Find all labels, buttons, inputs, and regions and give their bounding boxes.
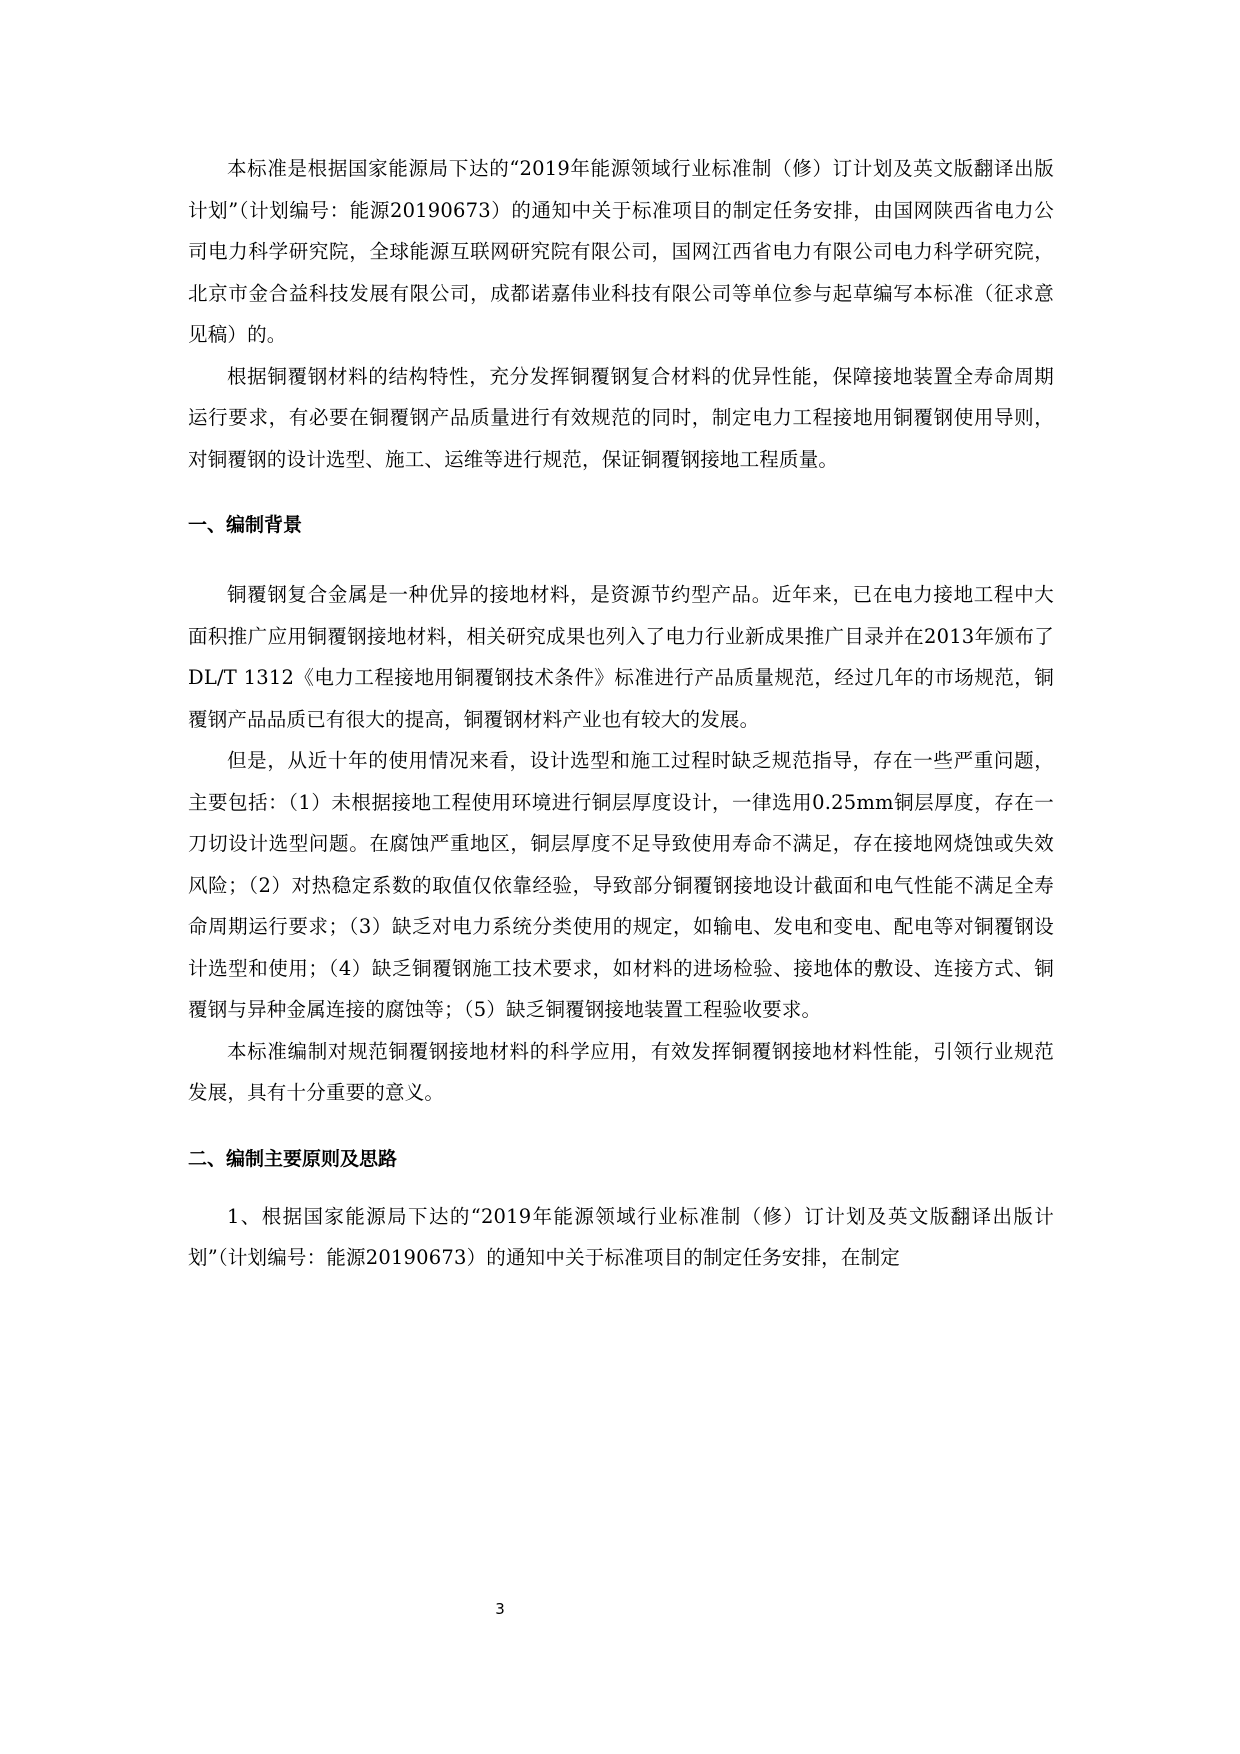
principles-paragraph-1: 1、根据国家能源局下达的“2019年能源领域行业标准制（修）订计划及英文版翻译出版计划”（计划编号：能源20190673）的通知中关于标准项目的制定任务安排，在制定 bbox=[188, 1204, 1054, 1269]
page-number: 3 bbox=[495, 1600, 505, 1618]
section-heading-background: 一、编制背景 bbox=[188, 514, 303, 536]
section-heading-principles: 二、编制主要原则及思路 bbox=[188, 1147, 398, 1170]
background-paragraph-2: 但是，从近十年的使用情况来看，设计选型和施工过程时缺乏规范指导，存在一些严重问题，主要包括：（1）未根据接地工程使用环境进行铜层厚度设计，一律选用0.25mm铜层厚度，存在一刀切设计选型问题。在腐蚀严重地区，铜层厚度不足导致使用寿命不满足，存在接地网烧蚀或失效风险；（2）对热稳定系数的取值仅依靠经验，导致部分铜覆钢接地设计截面和电气性能不满足全寿命周期运行要求；（3）缺乏对电力系统分类使用的规定，如输电、发电和变电、配电等对铜覆钢设计选型和使用；（4）缺乏铜覆钢施工技术要求，如材料的进场检验、接地体的敷设、连接方式、铜覆钢与异种金属连接的腐蚀等；（5）缺乏铜覆钢接地装置工程验收要求。 bbox=[188, 749, 1054, 1021]
document-body bbox=[188, 148, 1054, 1279]
background-paragraph-1: 铜覆钢复合金属是一种优异的接地材料，是资源节约型产品。近年来，已在电力接地工程中大面积推广应用铜覆钢接地材料，相关研究成果也列入了电力行业新成果推广目录并在2013年颁布了DL/T 1312《电力工程接地用铜覆钢技术条件》标准进行产品质量规范，经过几年的市场规范，铜覆钢产品品质已有很大的提高，铜覆钢材料产业也有较大的发展。 bbox=[188, 583, 1054, 731]
intro-paragraph-1: 本标准是根据国家能源局下达的“2019年能源领域行业标准制（修）订计划及英文版翻译出版计划”（计划编号：能源20190673）的通知中关于标准项目的制定任务安排，由国网陕西省电力公司电力科学研究院，全球能源互联网研究院有限公司，国网江西省电力有限公司电力科学研究院，北京市金合益科技发展有限公司，成都诺嘉伟业科技有限公司等单位参与起草编写本标准（征求意见稿）的。 bbox=[188, 157, 1054, 346]
intro-paragraph-2: 根据铜覆钢材料的结构特性，充分发挥铜覆钢复合材料的优异性能，保障接地装置全寿命周期运行要求，有必要在铜覆钢产品质量进行有效规范的同时，制定电力工程接地用铜覆钢使用导则，对铜覆钢的设计选型、施工、运维等进行规范，保证铜覆钢接地工程质量。 bbox=[188, 364, 1054, 471]
background-paragraph-3: 本标准编制对规范铜覆钢接地材料的科学应用，有效发挥铜覆钢接地材料性能，引领行业规范发展，具有十分重要的意义。 bbox=[188, 1039, 1054, 1104]
